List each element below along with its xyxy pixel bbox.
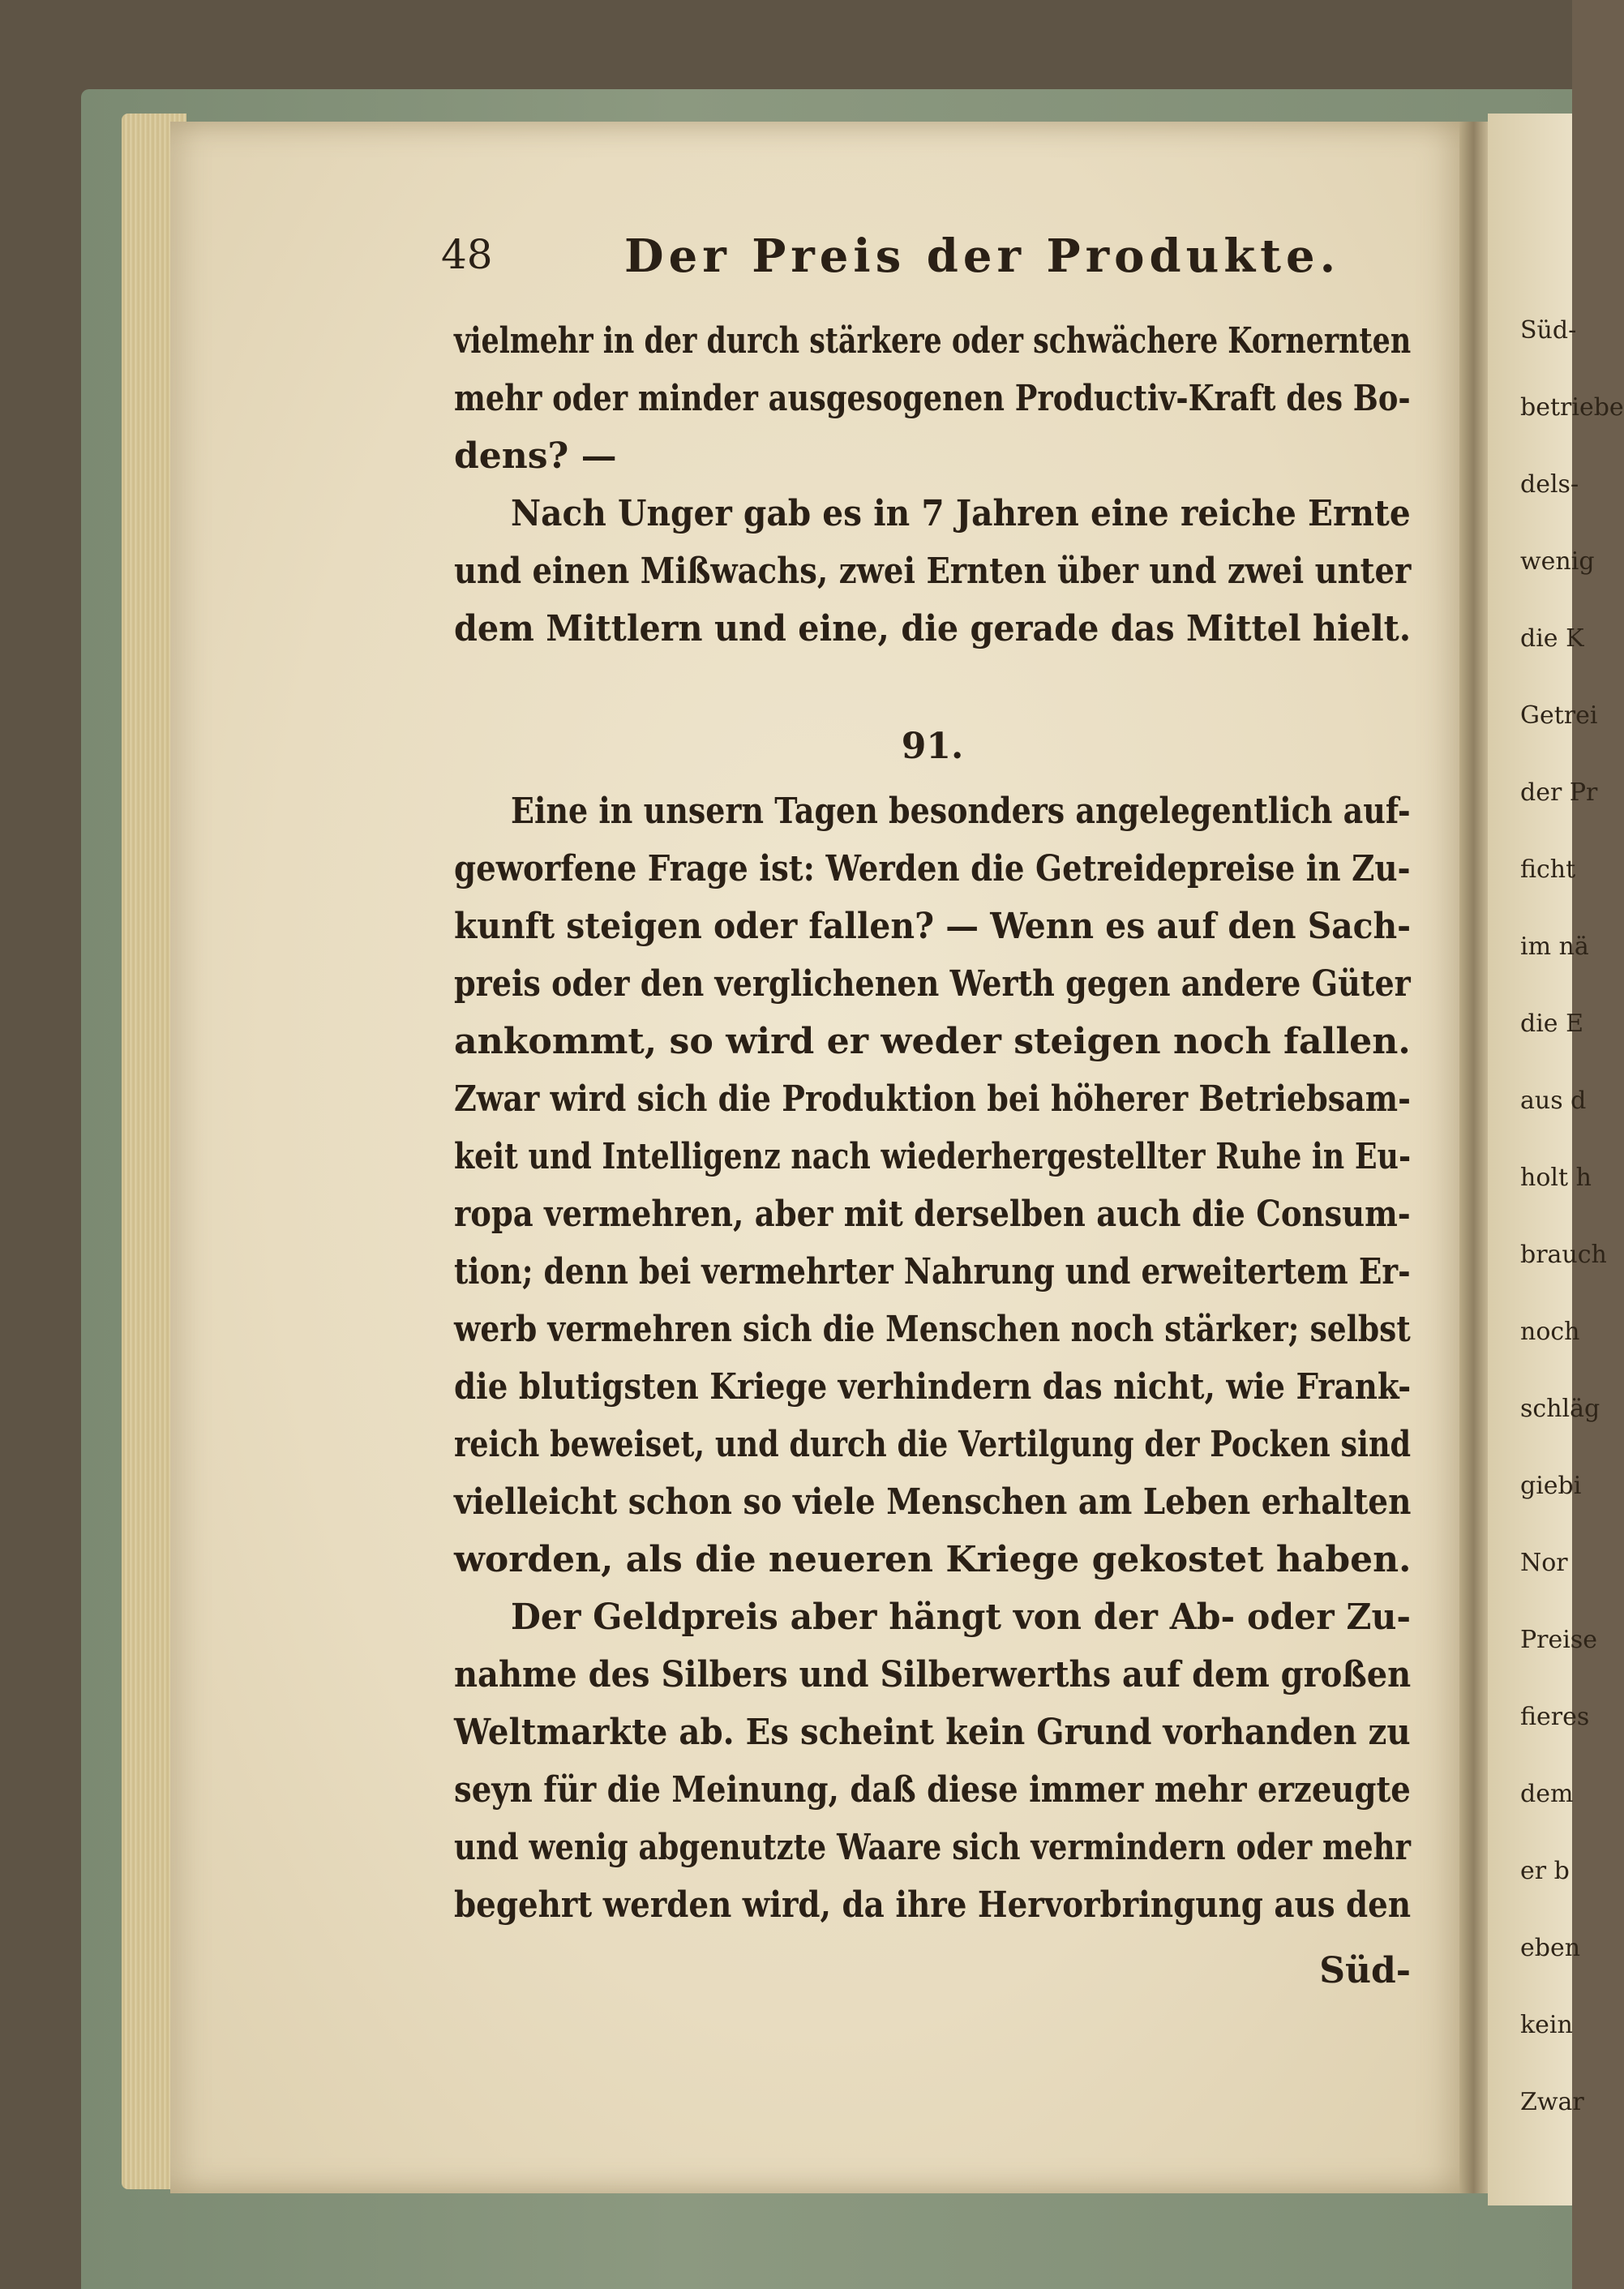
catchword: Süd-	[1319, 1950, 1411, 1991]
facing-page-word: Zwar	[1520, 2088, 1584, 2116]
facing-page-word: die E	[1520, 1009, 1583, 1038]
text-line: reich beweiset, und durch die Vertilgung der Pocken sind	[454, 1424, 1412, 1465]
facing-page-word: die K	[1520, 624, 1584, 653]
text-line: ankommt, so wird er weder steigen noch fallen.	[454, 1021, 1411, 1062]
text-line: geworfene Frage ist: Werden die Getreidepreise in Zu-	[454, 848, 1411, 889]
facing-page-word: brauch	[1520, 1241, 1607, 1269]
text-line: ropa vermehren, aber mit derselben auch die Consum-	[454, 1194, 1411, 1235]
section-number: 91.	[901, 726, 964, 767]
facing-page-word: ficht	[1520, 855, 1576, 884]
facing-page-word: aus d	[1520, 1087, 1587, 1115]
facing-page-word: im nä	[1520, 932, 1589, 961]
facing-page-word: holt h	[1520, 1164, 1592, 1192]
text-line: nahme des Silbers und Silberwerths auf dem großen	[454, 1654, 1412, 1695]
page-header	[441, 229, 1419, 283]
text-line: die blutigsten Kriege verhindern das nicht, wie Frank-	[454, 1366, 1412, 1408]
text-line: worden, als die neueren Kriege gekostet haben.	[454, 1539, 1412, 1580]
facing-page-word: kein	[1520, 2011, 1573, 2039]
facing-page-word: dels-	[1520, 470, 1579, 499]
text-line: begehrt werden wird, da ihre Hervorbringung aus den	[454, 1884, 1412, 1926]
text-line: keit und Intelligenz nach wiederhergestellter Ruhe in Eu-	[454, 1136, 1412, 1177]
text-line: Zwar wird sich die Produktion bei höherer Betriebsam-	[454, 1078, 1411, 1120]
facing-page-fragment	[1488, 114, 1624, 2205]
catchword-row	[454, 1950, 1411, 1999]
facing-page-word: Nor	[1520, 1549, 1568, 1577]
page-number: 48	[441, 231, 493, 278]
text-line: vielleicht schon so viele Menschen am Leben erhalten	[454, 1481, 1412, 1523]
facing-page-word: betriebe	[1520, 393, 1624, 422]
facing-page-word: fieres	[1520, 1703, 1590, 1731]
book-gutter	[1459, 122, 1488, 2193]
text-line: Nach Unger gab es in 7 Jahren eine reiche Ernte	[511, 493, 1411, 534]
text-line: werb vermehren sich die Menschen noch stärker; selbst	[454, 1309, 1411, 1350]
facing-page-word: noch	[1520, 1318, 1580, 1346]
facing-page-word: Preise	[1520, 1626, 1598, 1654]
facing-page-word: giebi	[1520, 1472, 1582, 1500]
facing-page-word: er b	[1520, 1857, 1570, 1885]
running-title: Der Preis der Produkte.	[624, 229, 1341, 283]
facing-page-word: eben	[1520, 1934, 1581, 1962]
text-line: vielmehr in der durch stärkere oder schwächere Kornernten	[454, 320, 1412, 362]
text-line: und wenig abgenutzte Waare sich vermindern oder mehr	[454, 1827, 1411, 1868]
text-line: dem Mittlern und eine, die gerade das Mittel hielt.	[454, 608, 1412, 649]
facing-page-word: dem	[1520, 1780, 1574, 1808]
facing-page-word: Getrei	[1520, 701, 1598, 730]
text-line: seyn für die Meinung, daß diese immer mehr erzeugte	[454, 1769, 1411, 1811]
facing-page-word: Süd-	[1520, 316, 1577, 345]
facing-page-word: schläg	[1520, 1395, 1600, 1423]
facing-page-word: der Pr	[1520, 778, 1598, 807]
text-line: und einen Mißwachs, zwei Ernten über und zwei unter	[454, 551, 1412, 592]
facing-page-word: wenig	[1520, 547, 1595, 576]
text-line: Eine in unsern Tagen besonders angelegentlich auf-	[511, 791, 1411, 832]
text-line: dens? —	[454, 435, 617, 477]
text-line: preis oder den verglichenen Werth gegen andere Güter	[454, 963, 1411, 1005]
text-line: Der Geldpreis aber hängt von der Ab- oder Zu-	[511, 1597, 1412, 1638]
text-line: tion; denn bei vermehrter Nahrung und erweitertem Er-	[454, 1251, 1411, 1292]
text-line: mehr oder minder ausgesogenen Productiv-Kraft des Bo-	[454, 378, 1411, 419]
text-line: kunft steigen oder fallen? — Wenn es auf den Sach-	[454, 906, 1412, 947]
text-line: Weltmarkte ab. Es scheint kein Grund vorhanden zu	[454, 1712, 1411, 1753]
